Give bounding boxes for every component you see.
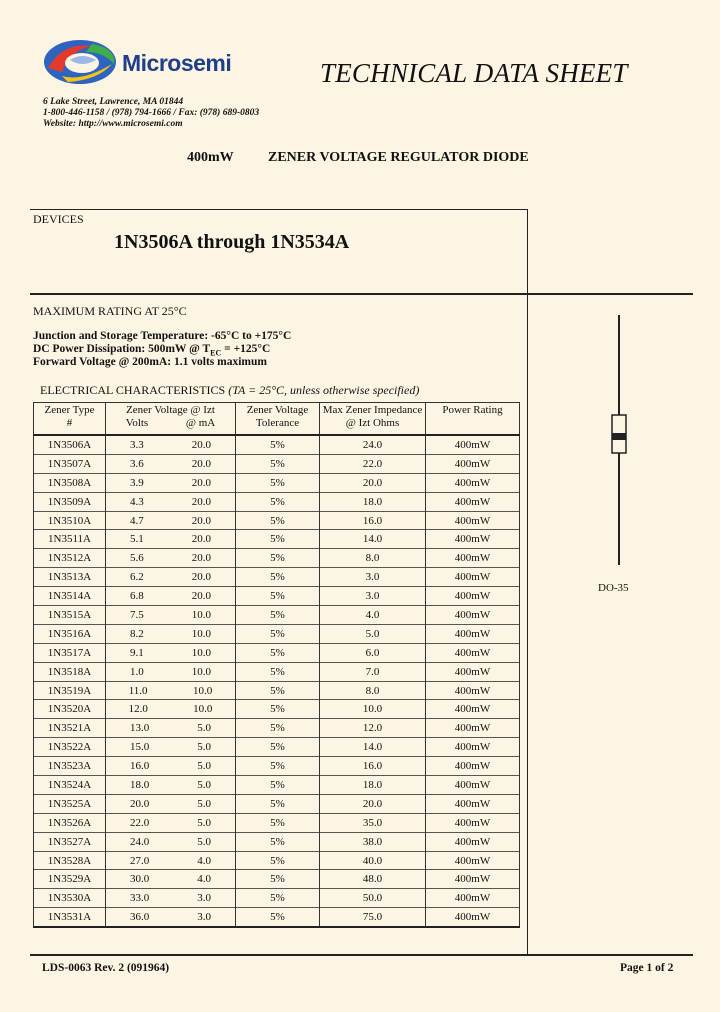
cell-zener-type: 1N3510A: [34, 511, 106, 530]
cell-power-rating: 400mW: [426, 568, 520, 587]
cell-impedance: 35.0: [320, 813, 426, 832]
microsemi-logo-icon: [42, 38, 120, 86]
cell-tolerance: 5%: [236, 454, 320, 473]
table-row: [34, 870, 520, 889]
cell-power-rating: 400mW: [426, 587, 520, 606]
cell-impedance: 18.0: [320, 776, 426, 795]
cell-tolerance: 5%: [236, 530, 320, 549]
table-row: [34, 473, 520, 492]
cell-ma: 20.0: [191, 457, 211, 470]
cell-ma: 5.0: [197, 835, 211, 848]
table-row: [34, 776, 520, 795]
cell-impedance: 12.0: [320, 719, 426, 738]
cell-ma: 20.0: [191, 495, 211, 508]
cell-zener-voltage: [106, 624, 236, 643]
cell-tolerance: 5%: [236, 587, 320, 606]
cell-zener-voltage: [106, 738, 236, 757]
cell-power-rating: 400mW: [426, 794, 520, 813]
cell-volts: 36.0: [130, 911, 150, 924]
cell-volts: 4.7: [130, 514, 144, 527]
cell-volts: 15.0: [130, 741, 150, 754]
cell-impedance: 48.0: [320, 870, 426, 889]
cell-zener-type: 1N3516A: [34, 624, 106, 643]
table-row: [34, 813, 520, 832]
cell-impedance: 3.0: [320, 568, 426, 587]
phone-line: 1-800-446-1158 / (978) 794-1666 / Fax: (978) 689-0803: [43, 108, 260, 118]
electrical-characteristics-heading: ELECTRICAL CHARACTERISTICS (TA = 25°C, unless otherwise specified): [40, 383, 420, 397]
cell-ma: 5.0: [197, 816, 211, 829]
cell-ma: 10.0: [191, 608, 211, 621]
devices-range: 1N3506A through 1N3534A: [114, 231, 350, 253]
cell-zener-voltage: [106, 530, 236, 549]
cell-impedance: 8.0: [320, 681, 426, 700]
cell-impedance: 16.0: [320, 757, 426, 776]
cell-tolerance: 5%: [236, 908, 320, 927]
table-row: [34, 624, 520, 643]
cell-zener-type: 1N3529A: [34, 870, 106, 889]
cell-zener-type: 1N3515A: [34, 606, 106, 625]
cell-zener-voltage: [106, 757, 236, 776]
table-row: [34, 492, 520, 511]
devices-label: DEVICES: [33, 212, 84, 226]
cell-volts: 5.6: [130, 552, 144, 565]
electrical-characteristics-table: [33, 402, 520, 928]
cell-zener-type: 1N3508A: [34, 473, 106, 492]
cell-ma: 20.0: [191, 438, 211, 451]
table-row: [34, 454, 520, 473]
cell-ma: 4.0: [197, 854, 211, 867]
cell-zener-voltage: [106, 473, 236, 492]
cell-tolerance: 5%: [236, 606, 320, 625]
cell-impedance: 18.0: [320, 492, 426, 511]
table-row: [34, 757, 520, 776]
cell-impedance: 22.0: [320, 454, 426, 473]
max-rating-heading: MAXIMUM RATING AT 25°C: [33, 304, 187, 318]
subtitle-description: ZENER VOLTAGE REGULATOR DIODE: [268, 150, 529, 165]
cell-zener-type: 1N3528A: [34, 851, 106, 870]
cell-impedance: 24.0: [320, 435, 426, 454]
cell-tolerance: 5%: [236, 492, 320, 511]
brand-name: Microsemi: [122, 50, 232, 76]
cell-zener-voltage: [106, 700, 236, 719]
cell-power-rating: 400mW: [426, 643, 520, 662]
cell-impedance: 7.0: [320, 662, 426, 681]
cell-ma: 20.0: [191, 533, 211, 546]
cell-power-rating: 400mW: [426, 738, 520, 757]
cell-zener-voltage: [106, 681, 236, 700]
cell-zener-type: 1N3530A: [34, 889, 106, 908]
cell-impedance: 20.0: [320, 473, 426, 492]
cell-zener-type: 1N3511A: [34, 530, 106, 549]
cell-power-rating: 400mW: [426, 757, 520, 776]
table-row: [34, 719, 520, 738]
cell-power-rating: 400mW: [426, 908, 520, 927]
cell-zener-voltage: [106, 435, 236, 454]
col-power-rating: Power Rating: [426, 403, 520, 436]
cell-power-rating: 400mW: [426, 832, 520, 851]
cell-zener-voltage: [106, 813, 236, 832]
cell-impedance: 14.0: [320, 738, 426, 757]
document-id: LDS-0063 Rev. 2 (091964): [42, 962, 170, 974]
cell-power-rating: 400mW: [426, 889, 520, 908]
cell-impedance: 20.0: [320, 794, 426, 813]
cell-tolerance: 5%: [236, 643, 320, 662]
cell-ma: 20.0: [191, 552, 211, 565]
cell-zener-voltage: [106, 776, 236, 795]
forward-voltage-spec: Forward Voltage @ 200mA: 1.1 volts maximum: [33, 356, 267, 368]
table-row: [34, 681, 520, 700]
cell-zener-type: 1N3519A: [34, 681, 106, 700]
cell-zener-type: 1N3522A: [34, 738, 106, 757]
cell-volts: 1.0: [130, 665, 144, 678]
cell-tolerance: 5%: [236, 681, 320, 700]
cell-zener-type: 1N3507A: [34, 454, 106, 473]
cell-power-rating: 400mW: [426, 624, 520, 643]
cell-power-rating: 400mW: [426, 700, 520, 719]
cell-impedance: 16.0: [320, 511, 426, 530]
table-row: [34, 435, 520, 454]
cell-zener-voltage: [106, 832, 236, 851]
cell-zener-type: 1N3524A: [34, 776, 106, 795]
cell-tolerance: 5%: [236, 549, 320, 568]
cell-ma: 20.0: [191, 476, 211, 489]
cell-volts: 7.5: [130, 608, 144, 621]
cell-power-rating: 400mW: [426, 473, 520, 492]
cell-volts: 18.0: [130, 778, 150, 791]
cell-zener-voltage: [106, 549, 236, 568]
cell-tolerance: 5%: [236, 511, 320, 530]
cell-volts: 6.8: [130, 590, 144, 603]
cell-tolerance: 5%: [236, 662, 320, 681]
cell-tolerance: 5%: [236, 794, 320, 813]
cell-zener-voltage: [106, 606, 236, 625]
cell-zener-type: 1N3526A: [34, 813, 106, 832]
website-line: Website: http://www.microsemi.com: [43, 119, 183, 129]
cell-zener-voltage: [106, 511, 236, 530]
cell-impedance: 6.0: [320, 643, 426, 662]
table-row: [34, 606, 520, 625]
cell-volts: 4.3: [130, 495, 144, 508]
cell-zener-type: 1N3514A: [34, 587, 106, 606]
cell-impedance: 4.0: [320, 606, 426, 625]
cell-volts: 30.0: [130, 873, 150, 886]
cell-zener-voltage: [106, 492, 236, 511]
table-row: [34, 568, 520, 587]
col-impedance: Max Zener Impedance @ Izt Ohms: [320, 403, 426, 436]
cell-zener-type: 1N3525A: [34, 794, 106, 813]
cell-power-rating: 400mW: [426, 776, 520, 795]
table-row: [34, 549, 520, 568]
cell-volts: 5.1: [130, 533, 144, 546]
section-divider: [30, 293, 693, 295]
cell-zener-voltage: [106, 662, 236, 681]
cell-impedance: 40.0: [320, 851, 426, 870]
cell-volts: 3.9: [130, 476, 144, 489]
cell-zener-type: 1N3506A: [34, 435, 106, 454]
devices-top-rule: [30, 209, 528, 210]
cell-power-rating: 400mW: [426, 681, 520, 700]
table-row: [34, 889, 520, 908]
cell-power-rating: 400mW: [426, 719, 520, 738]
cell-ma: 10.0: [191, 646, 211, 659]
cell-ma: 20.0: [191, 514, 211, 527]
cell-volts: 9.1: [130, 646, 144, 659]
cell-zener-voltage: [106, 889, 236, 908]
package-label: DO-35: [598, 582, 629, 594]
cell-ma: 20.0: [191, 590, 211, 603]
cell-power-rating: 400mW: [426, 492, 520, 511]
do-35-diode-icon: [597, 315, 637, 565]
cell-power-rating: 400mW: [426, 435, 520, 454]
cell-volts: 3.6: [130, 457, 144, 470]
footer-rule: [30, 954, 693, 956]
cell-volts: 6.2: [130, 571, 144, 584]
cell-impedance: 38.0: [320, 832, 426, 851]
col-zener-voltage: Zener Voltage @ Izt Volts @ mA: [106, 403, 236, 436]
cell-volts: 24.0: [130, 835, 150, 848]
cell-volts: 22.0: [130, 816, 150, 829]
address-line: 6 Lake Street, Lawrence, MA 01844: [43, 97, 184, 107]
cell-impedance: 5.0: [320, 624, 426, 643]
cell-tolerance: 5%: [236, 889, 320, 908]
cell-zener-voltage: [106, 719, 236, 738]
table-row: [34, 662, 520, 681]
cell-ma: 3.0: [197, 911, 211, 924]
cell-tolerance: 5%: [236, 719, 320, 738]
page-title: TECHNICAL DATA SHEET: [320, 58, 628, 88]
cell-volts: 33.0: [130, 892, 150, 905]
table-row: [34, 700, 520, 719]
cell-zener-type: 1N3517A: [34, 643, 106, 662]
page-number: Page 1 of 2: [620, 962, 674, 974]
cell-impedance: 8.0: [320, 549, 426, 568]
cell-ma: 5.0: [197, 741, 211, 754]
cell-zener-type: 1N3521A: [34, 719, 106, 738]
cell-power-rating: 400mW: [426, 851, 520, 870]
cell-ma: 5.0: [197, 797, 211, 810]
cell-zener-type: 1N3512A: [34, 549, 106, 568]
cell-tolerance: 5%: [236, 832, 320, 851]
cell-zener-voltage: [106, 870, 236, 889]
cell-zener-voltage: [106, 794, 236, 813]
cell-tolerance: 5%: [236, 624, 320, 643]
cell-tolerance: 5%: [236, 870, 320, 889]
cell-impedance: 3.0: [320, 587, 426, 606]
cell-zener-voltage: [106, 568, 236, 587]
cell-impedance: 50.0: [320, 889, 426, 908]
cell-zener-voltage: [106, 454, 236, 473]
cell-power-rating: 400mW: [426, 549, 520, 568]
cell-volts: 12.0: [128, 703, 148, 716]
cell-volts: 8.2: [130, 627, 144, 640]
cell-tolerance: 5%: [236, 776, 320, 795]
cell-ma: 5.0: [197, 760, 211, 773]
col-zener-type: Zener Type #: [34, 403, 106, 436]
cell-ma: 10.0: [193, 684, 213, 697]
subtitle-power: 400mW: [187, 150, 234, 165]
cell-ma: 5.0: [197, 722, 211, 735]
cell-ma: 10.0: [191, 627, 211, 640]
cell-tolerance: 5%: [236, 738, 320, 757]
temperature-spec: Junction and Storage Temperature: -65°C to +175°C: [33, 330, 292, 342]
cell-impedance: 14.0: [320, 530, 426, 549]
cell-zener-voltage: [106, 643, 236, 662]
cell-tolerance: 5%: [236, 435, 320, 454]
cell-ma: 5.0: [197, 778, 211, 791]
cell-volts: 3.3: [130, 438, 144, 451]
cell-tolerance: 5%: [236, 473, 320, 492]
cell-zener-type: 1N3518A: [34, 662, 106, 681]
cell-tolerance: 5%: [236, 851, 320, 870]
cell-zener-type: 1N3531A: [34, 908, 106, 927]
cell-zener-voltage: [106, 587, 236, 606]
cell-tolerance: 5%: [236, 757, 320, 776]
cell-zener-voltage: [106, 851, 236, 870]
table-row: [34, 587, 520, 606]
cell-volts: 20.0: [130, 797, 150, 810]
power-dissipation-spec: DC Power Dissipation: 500mW @ $T_{EC} = +125^\circ C$: [33, 343, 271, 358]
cell-tolerance: 5%: [236, 700, 320, 719]
table-row: [34, 738, 520, 757]
cell-zener-voltage: [106, 908, 236, 927]
cell-power-rating: 400mW: [426, 813, 520, 832]
table-row: [34, 851, 520, 870]
cell-zener-type: 1N3527A: [34, 832, 106, 851]
cell-power-rating: 400mW: [426, 530, 520, 549]
cell-zener-type: 1N3509A: [34, 492, 106, 511]
cell-zener-type: 1N3513A: [34, 568, 106, 587]
cell-impedance: 75.0: [320, 908, 426, 927]
cell-ma: 10.0: [191, 665, 211, 678]
cell-ma: 10.0: [193, 703, 213, 716]
cell-power-rating: 400mW: [426, 511, 520, 530]
cell-power-rating: 400mW: [426, 662, 520, 681]
cell-zener-type: 1N3520A: [34, 700, 106, 719]
cell-volts: 13.0: [130, 722, 150, 735]
cell-volts: 27.0: [130, 854, 150, 867]
table-row: [34, 794, 520, 813]
cell-tolerance: 5%: [236, 568, 320, 587]
cell-ma: 3.0: [197, 892, 211, 905]
cell-ma: 4.0: [197, 873, 211, 886]
cell-power-rating: 400mW: [426, 870, 520, 889]
cell-power-rating: 400mW: [426, 606, 520, 625]
cell-volts: 16.0: [130, 760, 150, 773]
cell-ma: 20.0: [191, 571, 211, 584]
col-tolerance: Zener Voltage Tolerance: [236, 403, 320, 436]
table-header-row: [34, 403, 520, 436]
cell-volts: 11.0: [128, 684, 148, 697]
cell-impedance: 10.0: [320, 700, 426, 719]
cell-zener-type: 1N3523A: [34, 757, 106, 776]
table-row: [34, 530, 520, 549]
vertical-divider: [527, 209, 528, 954]
table-row: [34, 908, 520, 927]
table-row: [34, 643, 520, 662]
cell-power-rating: 400mW: [426, 454, 520, 473]
table-row: [34, 511, 520, 530]
cell-tolerance: 5%: [236, 813, 320, 832]
table-row: [34, 832, 520, 851]
